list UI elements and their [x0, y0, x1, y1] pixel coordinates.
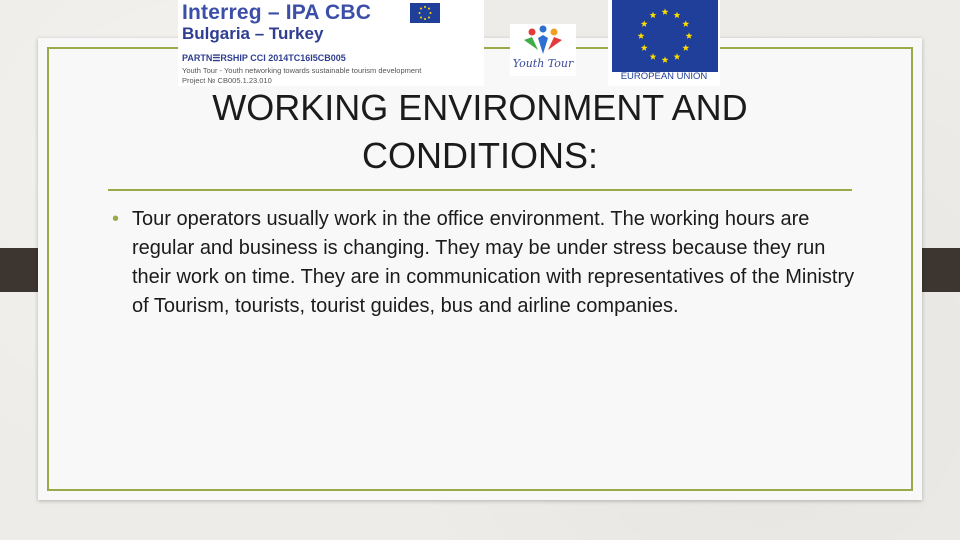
eu-flag-icon [612, 0, 718, 72]
bullet-text: Tour operators usually work in the office environment. The working hours are regular and business is changing. They may be under stress because they run their work on time. They are in communication with representatives of the Ministry of Tourism, tourists, tourist guides, bus and airline companies. [132, 208, 855, 317]
eu-flag-icon [410, 3, 440, 23]
slide-title [120, 84, 840, 180]
bullet-list [110, 205, 855, 321]
interreg-country: Bulgaria – Turkey [182, 24, 324, 43]
youth-tour-logo [510, 24, 576, 76]
youth-tour-people-icon [510, 24, 576, 58]
bullet-item [110, 205, 855, 321]
interreg-project-description: Youth Tour - Youth networking towards sustainable tourism development [182, 66, 422, 75]
interreg-title: Interreg – IPA CBC [182, 1, 372, 24]
interreg-partnership: PARTN☰RSHIP CCI 2014TC16I5CB005 [182, 53, 346, 63]
youth-tour-text: Youth Tour [512, 57, 574, 70]
left-decor-tab [0, 248, 38, 292]
slide-title-line-2: CONDITIONS: [361, 135, 598, 176]
title-divider [108, 189, 852, 191]
slide-title-line-1: WORKING ENVIRONMENT AND [212, 87, 748, 128]
interreg-logo [178, 0, 484, 86]
european-union-logo [608, 0, 720, 86]
european-union-caption: EUROPEAN UNION [620, 71, 708, 82]
interreg-project-number: Project № CB005.1.23.010 [182, 76, 272, 85]
right-decor-tab [922, 248, 960, 292]
bullet-icon: • [112, 208, 120, 230]
